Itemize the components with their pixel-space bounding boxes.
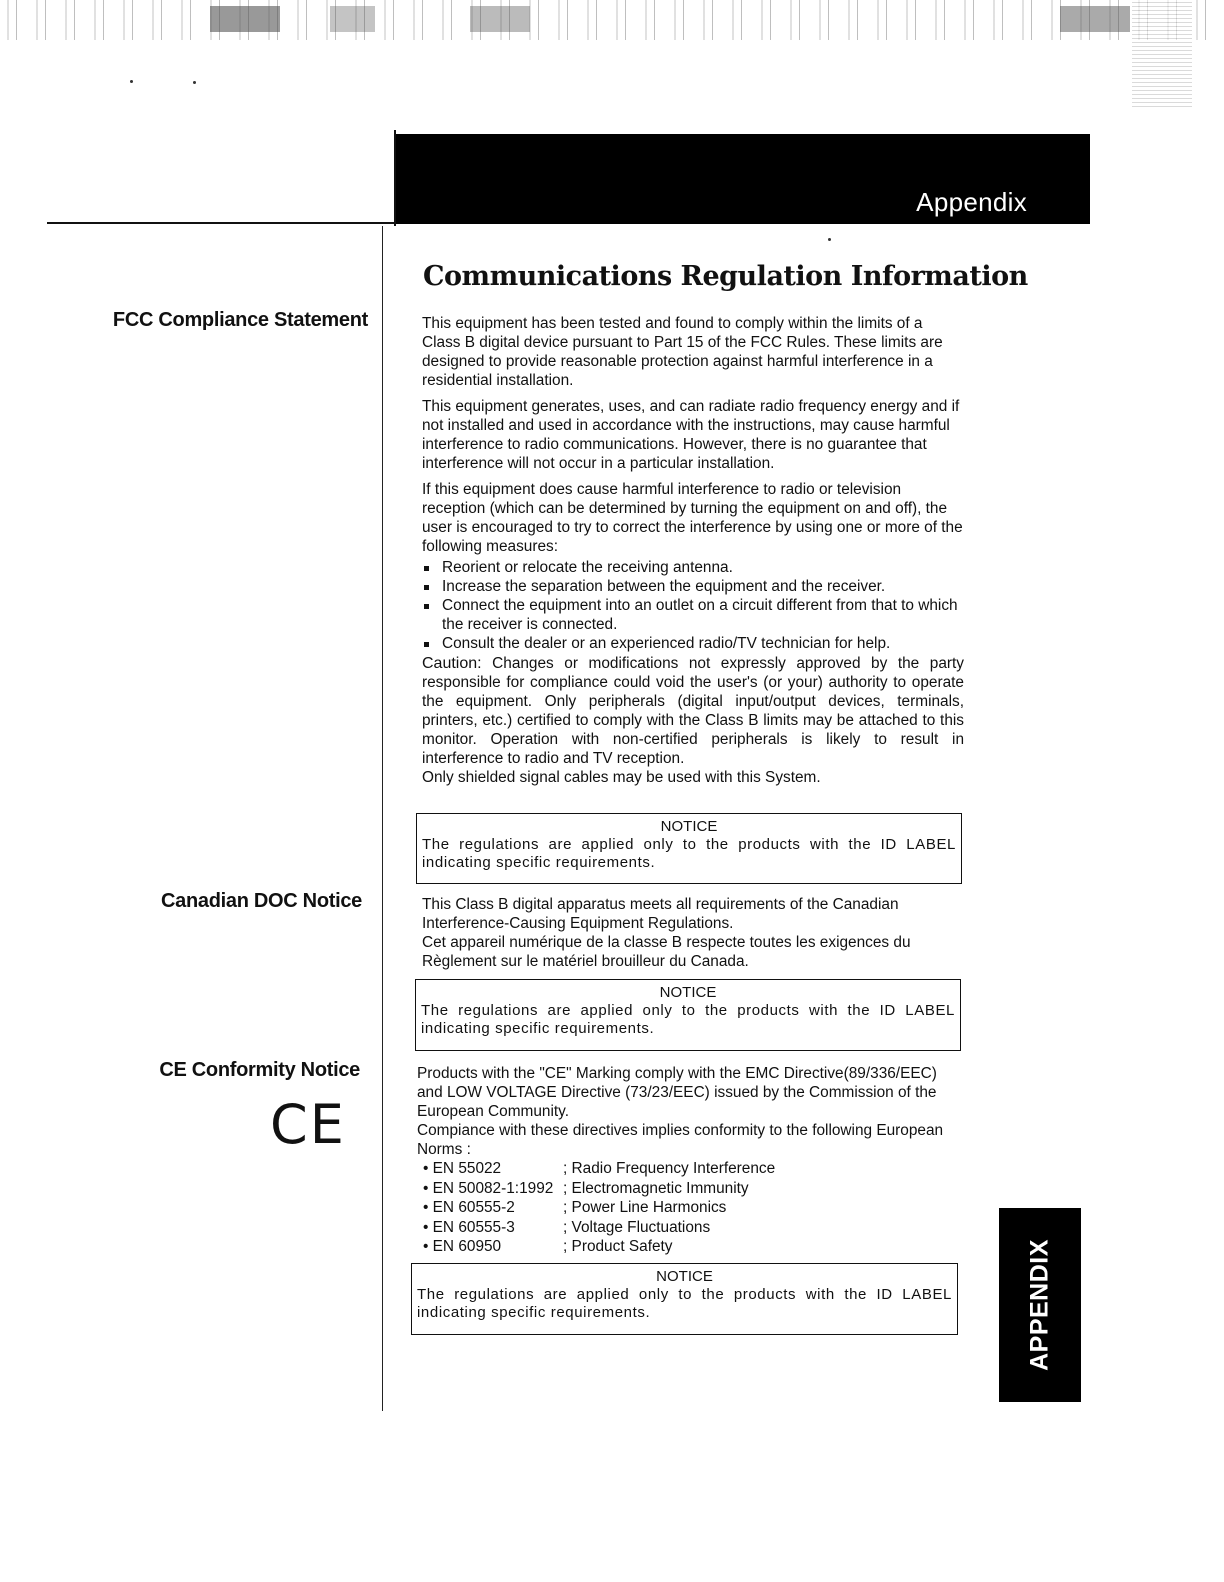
canadian-text-en: This Class B digital apparatus meets all requirements of the Canadian Interference-Causing Equipment Regulations. (422, 896, 899, 932)
notice-title: NOTICE (660, 818, 718, 835)
norm-desc: ; Electromagnetic Immunity (563, 1179, 749, 1197)
bullet-icon (424, 585, 429, 590)
ce-section (417, 1064, 957, 1257)
ce-heading: CE Conformity Notice (159, 1059, 360, 1081)
notice-title: NOTICE (659, 984, 717, 1001)
norm-desc: ; Product Safety (563, 1238, 673, 1255)
measure-text: Consult the dealer or an experienced radio/TV technician for help. (442, 635, 891, 652)
list-item (417, 1198, 957, 1218)
scan-noise-mark (210, 6, 280, 32)
notice-text: The regulations are applied only to the products with the ID LABEL indicating specific requirements. (417, 1286, 952, 1321)
bullet-icon (424, 604, 429, 609)
fcc-paragraph: This equipment generates, uses, and can radiate radio frequency energy and if not installed and used in accordance with the instructions, may cause harmful interference to radio communications. However, there is no guarantee that interference will not occur in a particular installation. (422, 398, 960, 472)
fcc-heading: FCC Compliance Statement (112, 309, 368, 331)
ce-notice-box (411, 1263, 958, 1335)
page-title: Communications Regulation Information (423, 261, 1028, 292)
norm-code: • EN 50082-1:1992 (423, 1179, 554, 1197)
norm-code: • EN 60950 (423, 1238, 502, 1255)
norms-list (417, 1159, 957, 1257)
scan-speck (828, 238, 831, 241)
fcc-paragraph: This equipment has been tested and found to comply within the limits of a Class B digital device pursuant to Part 15 of the FCC Rules. These limits are designed to provide reasonable protection against harmful interference in a residential installation. (422, 315, 943, 389)
canadian-heading: Canadian DOC Notice (161, 890, 362, 912)
caution-label: Caution: (422, 655, 482, 672)
norm-desc: ; Power Line Harmonics (563, 1199, 727, 1216)
caution-paragraph (422, 654, 964, 768)
list-item (422, 596, 964, 634)
notice-text: The regulations are applied only to the products with the ID LABEL indicating specific requirements. (422, 836, 956, 871)
notice-text: The regulations are applied only to the products with the ID LABEL indicating specific requirements. (421, 1002, 955, 1037)
shielded-note: Only shielded signal cables may be used with this System. (422, 769, 821, 786)
list-item (422, 577, 964, 596)
norm-code: • EN 60555-3 (423, 1218, 515, 1236)
measure-text: Increase the separation between the equipment and the receiver. (442, 578, 886, 595)
caution-text: Changes or modifications not expressly approved by the party responsible for compliance could void the user's (or your) authority to operate the equipment. Only peripherals (digital input/output devices, terminals, printers, etc.) certified to comply with the Class B limits may be attached to this monitor. Operation with non-certified peripherals is likely to result in interference to radio and TV reception. (422, 655, 964, 767)
norm-code: • EN 60555-2 (423, 1199, 515, 1216)
measure-text: Connect the equipment into an outlet on a circuit different from that to which the receiver is connected. (442, 597, 958, 633)
bullet-icon (424, 566, 429, 571)
norm-desc: ; Voltage Fluctuations (563, 1218, 711, 1236)
list-item (417, 1237, 957, 1257)
side-tab-label: APPENDIX (1025, 1239, 1054, 1371)
scan-noise-mark (1060, 6, 1130, 32)
measures-list (422, 558, 964, 653)
list-item (417, 1159, 957, 1179)
notice-title: NOTICE (656, 1268, 713, 1285)
norm-code: • EN 55022 (423, 1160, 502, 1177)
section-title: Appendix (916, 187, 1027, 217)
ce-text: Compiance with these directives implies conformity to the following European Norms : (417, 1122, 944, 1158)
canadian-notice-box (415, 979, 961, 1051)
bullet-icon (424, 642, 429, 647)
norm-desc: ; Radio Frequency Interference (563, 1160, 776, 1177)
fcc-paragraph: If this equipment does cause harmful interference to radio or television reception (which can be determined by turning the equipment on and off), the user is encouraged to try to correct the interference by using one or more of the following measures: (422, 481, 963, 555)
header-band (396, 134, 1090, 224)
appendix-side-tab (999, 1208, 1081, 1402)
scan-noise-mark (470, 6, 530, 32)
scan-noise-mark (330, 6, 375, 32)
canadian-section (422, 895, 952, 971)
scan-noise-edge (1132, 0, 1192, 110)
ce-text: Products with the "CE" Marking comply with the EMC Directive(89/336/EEC) and LOW VOLTAGE Directive (73/23/EEC) issued by the Commission of the European Community. (417, 1065, 937, 1120)
list-item (417, 1179, 957, 1199)
column-divider (382, 226, 383, 1411)
scan-speck (130, 80, 133, 83)
scan-noise-top (0, 0, 1224, 40)
list-item (422, 634, 964, 653)
list-item (422, 558, 964, 577)
measure-text: Reorient or relocate the receiving antenna. (442, 559, 733, 576)
scan-speck (193, 81, 196, 84)
left-horizontal-rule (47, 222, 396, 224)
list-item (417, 1218, 957, 1238)
fcc-notice-box (416, 813, 962, 884)
ce-logo-icon: CE (270, 1093, 346, 1156)
fcc-section (422, 314, 964, 787)
canadian-text-fr: Cet appareil numérique de la classe B respecte toutes les exigences du Règlement sur le matériel brouilleur du Canada. (422, 934, 911, 970)
